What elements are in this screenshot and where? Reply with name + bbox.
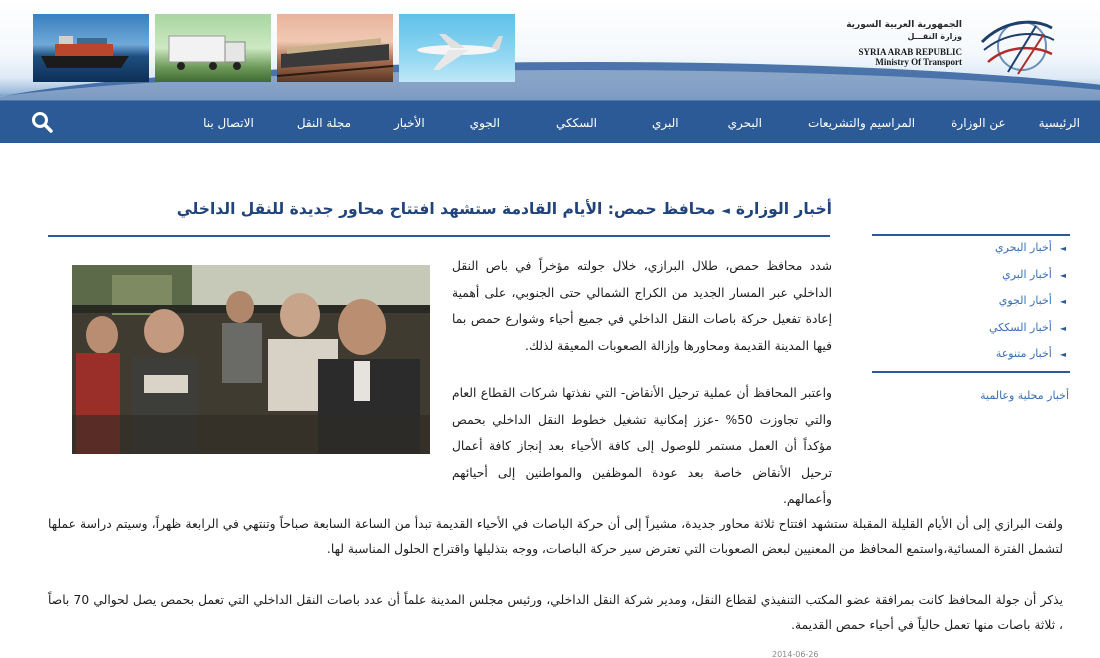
- site-header: [0, 0, 1100, 100]
- sidebar-item-label: أخبار متنوعة: [995, 347, 1052, 361]
- sidebar-item-misc-news[interactable]: [876, 346, 1066, 373]
- sidebar-item-label: أخبار السككي: [988, 320, 1052, 334]
- article-paragraph-4: يذكر أن جولة المحافظ كانت بمرافقة عضو المكتب التنفيذي لقطاع النقل، ومدير شركة النقل الداخلي، ورئيس مجلس المدينة علماً أن عدد باصات النقل الداخلي التي تعمل بحمص يصل لحوالي 70 باصاً ، ثلاثة باصات منها تعمل حالياً في أحياء حمص القديمة.: [48, 593, 1063, 632]
- sidebar-item-label: أخبار البري: [1002, 267, 1052, 281]
- nav-item-news[interactable]: الأخبار: [394, 115, 425, 130]
- article-paragraph-1: شدد محافظ حمص، طلال البرازي، خلال جولته مؤخراً في باص النقل الداخلي عبر المسار الجديد من الكراج الشمالي حتى الجنوبي، على أهمية إعادة تفعيل حركة باصات النقل الداخلي في جميع أحياء وشوارع حمص بما فيها المدينة القديمة ومحاورها وإزالة الصعوبات المعيقة لذلك.: [452, 259, 832, 353]
- ship-photo: [33, 14, 149, 82]
- sidebar-menu: [876, 240, 1066, 373]
- sidebar-item-railway-news[interactable]: [876, 320, 1066, 347]
- ministry-name: [846, 20, 962, 67]
- sidebar-item-land-news[interactable]: [876, 267, 1066, 294]
- nav-menu: [203, 101, 1080, 144]
- nav-item-about[interactable]: عن الوزارة: [951, 115, 1006, 130]
- sidebar-divider-bottom: [872, 371, 1070, 373]
- nav-item-decrees[interactable]: المراسيم والتشريعات: [807, 115, 916, 130]
- search-icon[interactable]: [30, 110, 54, 134]
- sidebar-item-maritime-news[interactable]: [876, 240, 1066, 267]
- nav-item-maritime[interactable]: البحري: [727, 115, 762, 130]
- article-photo: [72, 265, 430, 454]
- nav-item-home[interactable]: الرئيسية: [1038, 115, 1080, 130]
- triangle-icon: ◄: [1059, 323, 1066, 333]
- title-divider: [48, 235, 830, 237]
- train-photo: [277, 14, 393, 82]
- sidebar-item-air-news[interactable]: [876, 293, 1066, 320]
- main-nav: [0, 100, 1100, 143]
- plane-photo: [399, 14, 515, 82]
- sidebar-local-world-news-link[interactable]: أخبار محلية وعالمية: [980, 389, 1069, 402]
- nav-item-railway[interactable]: السككي: [556, 115, 597, 130]
- sidebar-divider-top: [872, 234, 1070, 236]
- ministry-name-en: Ministry Of Transport: [875, 57, 962, 67]
- article-paragraph-2: واعتبر المحافظ أن عملية ترحيل الأنقاض- التي نفذتها شركات القطاع العام والتي تجاوزت 50% -عزز إمكانية تشغيل خطوط النقل الداخلي بحمص مؤكداً أن العمل مستمر للوصول إلى كافة الأحياء بعد إنجاز كافة أعمال ترحيل الأنقاض خاصة بعد عودة الموظفين والمواطنين إلى أحيائهم وأعمالهم.: [452, 386, 832, 507]
- ministry-logo[interactable]: [978, 12, 1056, 82]
- breadcrumb-link[interactable]: أخبار الوزارة: [735, 200, 832, 218]
- triangle-icon: ◄: [1059, 350, 1066, 360]
- truck-photo: [155, 14, 271, 82]
- article-paragraph-3: ولفت البرازي إلى أن الأيام القليلة المقبلة ستشهد افتتاح ثلاثة محاور جديدة، مشيراً إلى أن حركة الباصات في الأحياء القديمة تبدأ من الساعة السابعة صباحاً وتنتهي في الرابعة ظهراً، وسيتم دراسة عملها لتشمل الفترة المسائية،واستمع المحافظ من المعنيين لبعض الصعوبات التي تعترض سير حركة الباصات، ووجه بتذليلها واقتراح الحلول المناسبة لها.: [48, 517, 1063, 556]
- triangle-icon: ◄: [1059, 244, 1066, 253]
- sidebar-item-label: أخبار البحري: [995, 241, 1052, 254]
- nav-item-air[interactable]: الجوي: [469, 115, 500, 130]
- article-date: 2014-06-26: [772, 650, 819, 658]
- triangle-icon: ◄: [1059, 297, 1066, 307]
- nav-item-contact[interactable]: الاتصال بنا: [203, 115, 254, 130]
- article-title: محافظ حمص: الأيام القادمة ستشهد افتتاح محاور جديدة للنقل الداخلي: [176, 200, 716, 218]
- breadcrumb-separator-icon: ◄: [721, 204, 730, 217]
- nav-item-magazine[interactable]: مجلة النقل: [296, 115, 351, 130]
- ministry-name-ar: وزارة النقـــل: [907, 32, 962, 41]
- page-title: [176, 200, 832, 218]
- sidebar-item-label: أخبار الجوي: [998, 294, 1052, 308]
- triangle-icon: ◄: [1059, 270, 1066, 280]
- country-name-en: SYRIA ARAB REPUBLIC: [858, 47, 962, 57]
- nav-item-land[interactable]: البري: [651, 115, 679, 130]
- country-name-ar: الجمهورية العربية السورية: [846, 20, 962, 30]
